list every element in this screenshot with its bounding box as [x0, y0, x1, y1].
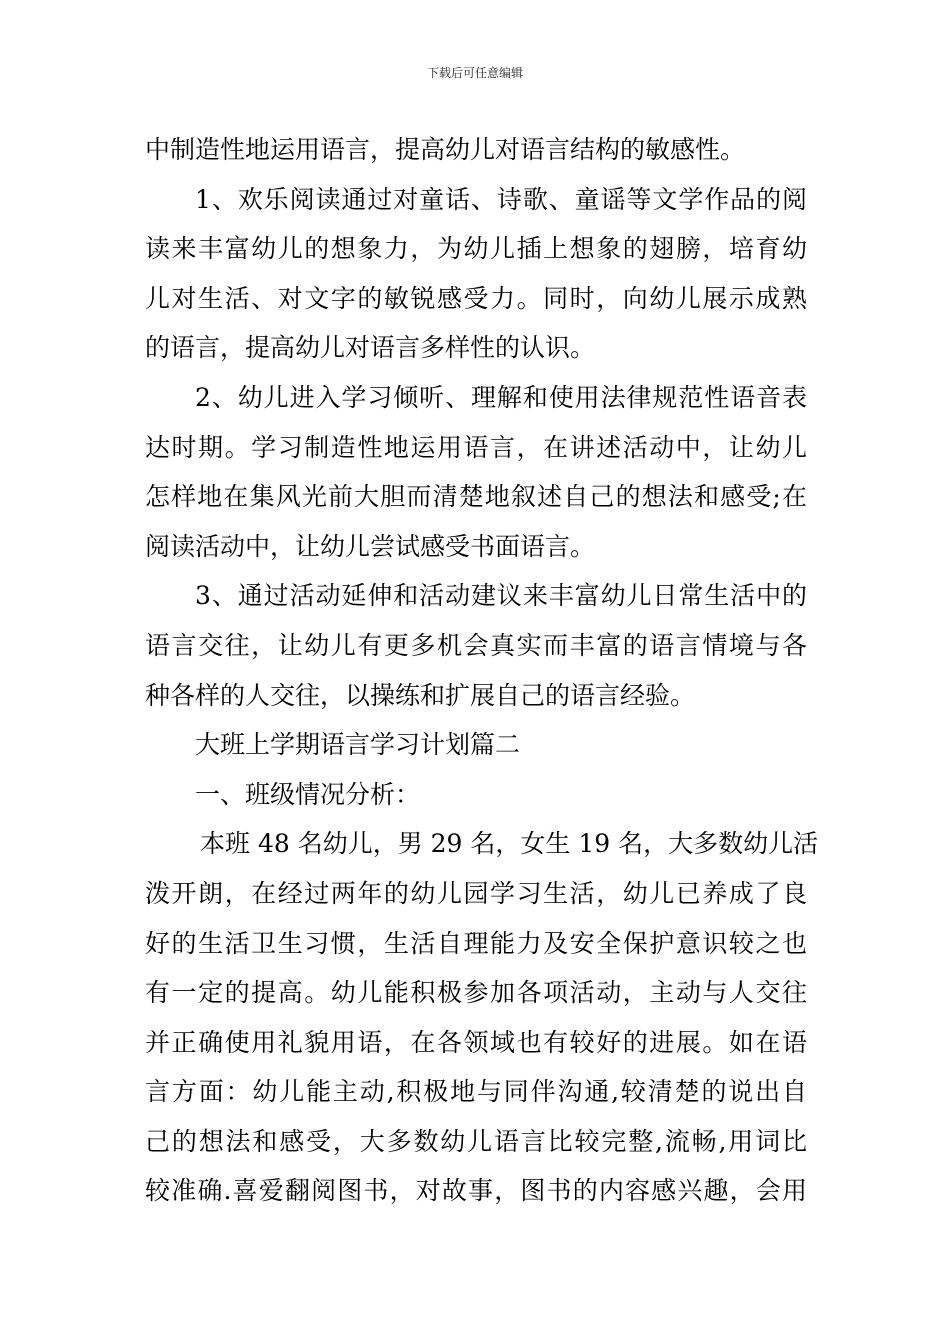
paragraph-line: 怎样地在集风光前大胆而清楚地叙述自己的想法和感受;在 — [145, 482, 807, 512]
paragraph-line: 泼开朗，在经过两年的幼儿园学习生活，幼儿已养成了良 — [145, 878, 807, 908]
document-body — [145, 125, 819, 1216]
paragraph-line: 1、欢乐阅读通过对童话、诗歌、童谣等文学作品的阅 — [195, 184, 807, 214]
paragraph-line: 有一定的提高。幼儿能积极参加各项活动，主动与人交往 — [145, 978, 807, 1008]
paragraph-line: 的语言，提高幼儿对语言多样性的认识。 — [145, 333, 596, 363]
paragraph-line: 己的想法和感受，大多数幼儿语言比较完整,流畅,用词比 — [145, 1126, 807, 1156]
paragraph-line: 较准确.喜爱翻阅图书，对故事，图书的内容感兴趣，会用 — [145, 1176, 807, 1206]
paragraph-line: 读来丰富幼儿的想象力，为幼儿插上想象的翅膀，培育幼 — [145, 234, 807, 264]
paragraph-line: 2、幼儿进入学习倾听、理解和使用法律规范性语音表 — [195, 382, 807, 412]
paragraph-line: 种各样的人交往，以操练和扩展自己的语言经验。 — [145, 680, 696, 710]
section-title: 大班上学期语言学习计划篇二 — [195, 730, 521, 760]
paragraph-line: 言方面：幼儿能主动,积极地与同伴沟通,较清楚的说出自 — [145, 1077, 807, 1107]
paragraph-line: 达时期。学习制造性地运用语言，在讲述活动中，让幼儿 — [145, 432, 807, 462]
paragraph-line: 阅读活动中，让幼儿尝试感受书面语言。 — [145, 531, 596, 561]
paragraph-line: 好的生活卫生习惯，生活自理能力及安全保护意识较之也 — [145, 928, 807, 958]
paragraph-line: 语言交往，让幼儿有更多机会真实而丰富的语言情境与各 — [145, 630, 807, 660]
paragraph-line: 本班 48 名幼儿，男 29 名，女生 19 名，大多数幼儿活 — [200, 829, 819, 859]
paragraph-line: 3、通过活动延伸和活动建议来丰富幼儿日常生活中的 — [195, 581, 807, 611]
page-header: 下载后可任意编辑 — [426, 66, 523, 80]
paragraph-line: 儿对生活、对文字的敏锐感受力。同时，向幼儿展示成熟 — [145, 283, 807, 313]
paragraph-line: 中制造性地运用语言，提高幼儿对语言结构的敏感性。 — [145, 135, 746, 164]
section-heading: 一、班级情况分析： — [195, 779, 421, 809]
paragraph-line: 并正确使用礼貌用语，在各领域也有较好的进展。如在语 — [145, 1027, 807, 1057]
